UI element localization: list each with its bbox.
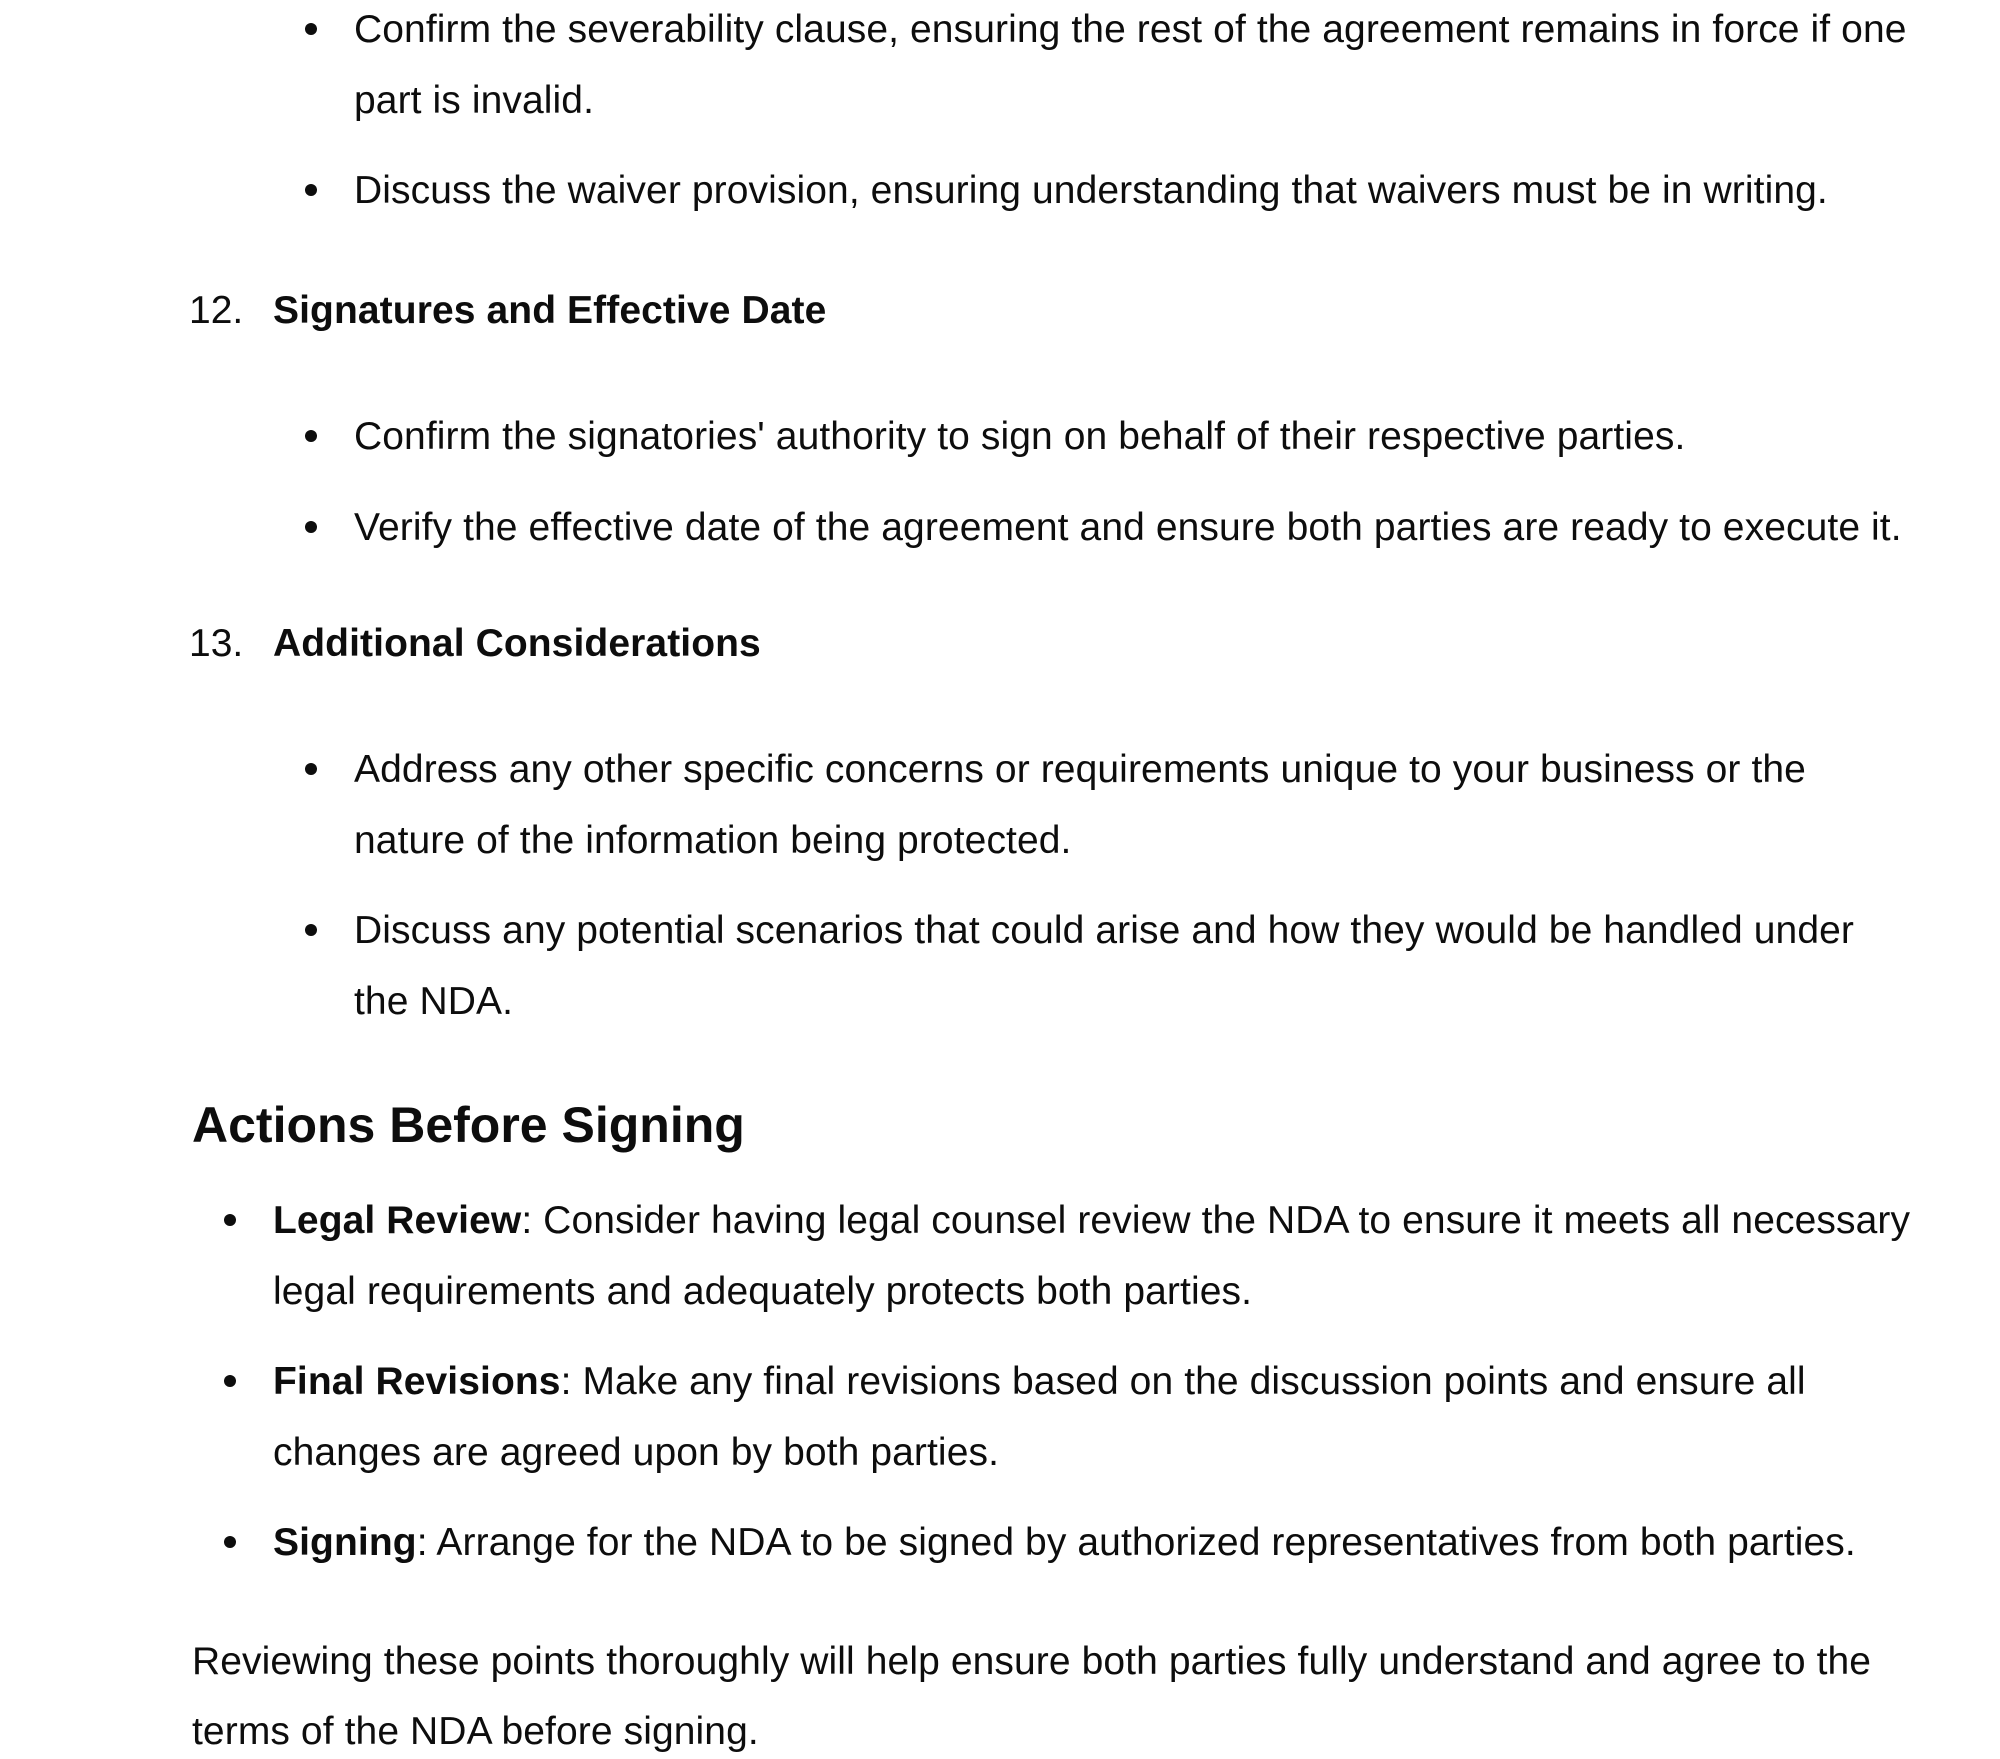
bullet-dot xyxy=(305,521,317,533)
list-item-text: the NDA. xyxy=(354,980,514,1023)
bullet-dot xyxy=(224,1375,236,1387)
bullet-dot xyxy=(224,1214,236,1226)
section-title: Signatures and Effective Date xyxy=(273,289,827,332)
item-label: Final Revisions xyxy=(273,1360,561,1403)
list-item-text xyxy=(273,1196,1910,1246)
list-item-text xyxy=(273,1518,1856,1568)
section-title: Additional Considerations xyxy=(273,622,761,665)
list-item-text: legal requirements and adequately protects both parties. xyxy=(273,1270,1253,1313)
list-item-text xyxy=(273,1357,1806,1407)
item-label: Signing xyxy=(273,1521,417,1564)
list-item-text: part is invalid. xyxy=(354,79,595,122)
list-item-text: Discuss the waiver provision, ensuring understanding that waivers must be in writing. xyxy=(354,169,1828,212)
list-item-text: Verify the effective date of the agreement and ensure both parties are ready to execute it. xyxy=(354,506,1902,549)
item-text: : Arrange for the NDA to be signed by authorized representatives from both parties. xyxy=(416,1521,1856,1564)
list-item-text: Address any other specific concerns or requirements unique to your business or the xyxy=(354,748,1806,791)
list-item-text: Discuss any potential scenarios that could arise and how they would be handled under xyxy=(354,909,1854,952)
bullet-dot xyxy=(305,924,317,936)
bullet-dot xyxy=(305,23,317,35)
section-heading: Actions Before Signing xyxy=(192,1097,745,1153)
item-label: Legal Review xyxy=(273,1199,522,1242)
list-item-text: Confirm the severability clause, ensuring the rest of the agreement remains in force if one xyxy=(354,8,1907,51)
bullet-dot xyxy=(305,763,317,775)
bullet-dot xyxy=(305,430,317,442)
item-text: : Make any final revisions based on the discussion points and ensure all xyxy=(560,1360,1806,1403)
section-number: 13. xyxy=(189,622,244,665)
section-number: 12. xyxy=(189,289,244,332)
conclusion-paragraph: terms of the NDA before signing. xyxy=(192,1710,759,1753)
bullet-dot xyxy=(224,1536,236,1548)
list-item-text: nature of the information being protected. xyxy=(354,819,1072,862)
list-item-text: Confirm the signatories' authority to sign on behalf of their respective parties. xyxy=(354,415,1686,458)
item-text: : Consider having legal counsel review the NDA to ensure it meets all necessary xyxy=(521,1199,1911,1242)
bullet-dot xyxy=(305,184,317,196)
conclusion-paragraph: Reviewing these points thoroughly will help ensure both parties fully understand and agree to the xyxy=(192,1640,1872,1683)
list-item-text: changes are agreed upon by both parties. xyxy=(273,1431,1000,1474)
